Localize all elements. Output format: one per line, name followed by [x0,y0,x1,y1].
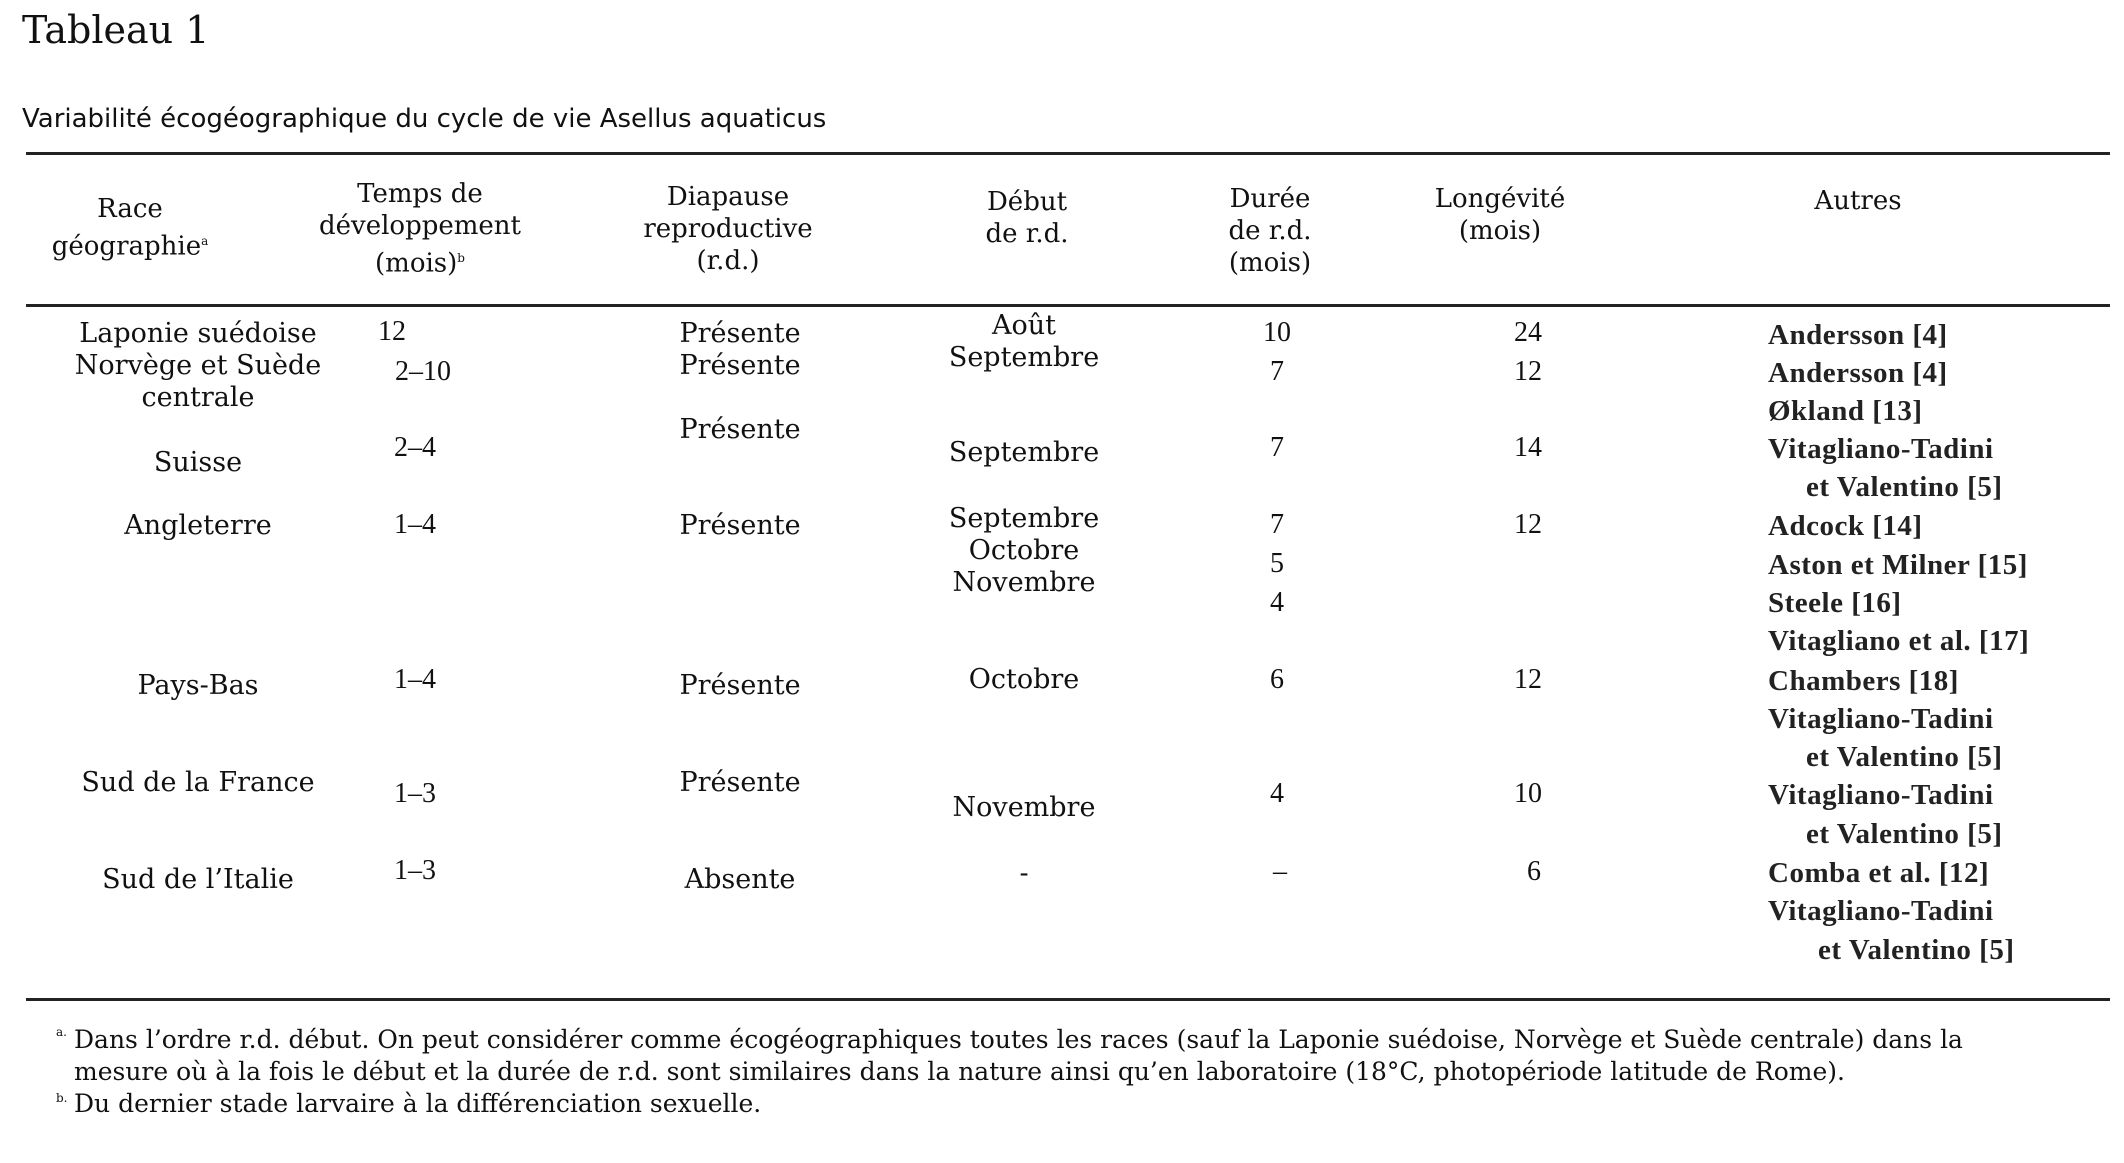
race-cell: Suisse [153,447,243,478]
duree-cell: – [1273,856,1287,887]
duree-cell: 7 [1270,509,1284,540]
header-longevite: Longévité (mois) [1434,184,1566,246]
duree-cell: 7 [1270,356,1284,387]
longevite-cell: 6 [1527,856,1541,887]
temps-cell: 12 [378,316,406,347]
debut-cell: Août [992,310,1056,341]
diapause-cell: Présente [679,414,801,445]
duree-cell: 6 [1270,664,1284,695]
reference: Vitagliano-Tadini [1768,895,1994,927]
header-temps: Temps de développement (mois)$^b$ [319,179,521,279]
debut-cell: Septembre Octobre Novembre [948,503,1100,598]
header-debut: Début de r.d. [985,187,1069,249]
table-caption: Variabilité écogéographique du cycle de vie Asellus aquaticus [22,104,827,134]
race-cell: Pays-Bas [137,670,259,701]
debut-cell: Septembre [948,342,1100,373]
table-number: Tableau 1 [22,8,210,52]
debut-cell: Septembre [948,437,1100,468]
diapause-cell: Présente [679,767,801,798]
reference: Vitagliano-Tadini [1768,433,1994,465]
debut-cell: Octobre [968,664,1080,695]
longevite-cell: 24 [1514,317,1542,348]
header-duree: Durée de r.d. (mois) [1228,184,1312,278]
reference: et Valentino [5] [1806,818,2003,850]
reference: Andersson [4] [1768,357,1948,389]
top-rule [26,152,2110,155]
reference: Steele [16] [1768,587,1902,619]
header-diapause: Diapause reproductive (r.d.) [643,182,813,276]
duree-cell: 10 [1263,317,1291,348]
reference: et Valentino [5] [1806,741,2003,773]
temps-cell: 1–4 [394,509,436,540]
reference: Comba et al. [12] [1768,857,1990,889]
reference: et Valentino [5] [1818,934,2015,966]
reference: Chambers [18] [1768,665,1959,697]
duree-cell: 7 [1270,432,1284,463]
diapause-cell: Présente [679,318,801,349]
race-cell: Sud de l’Italie [102,864,294,895]
reference: Vitagliano-Tadini [1768,779,1994,811]
diapause-cell: Présente [679,510,801,541]
bottom-rule [26,998,2110,1001]
footnote-b-mark: b. [56,1091,68,1105]
diapause-cell: Présente [679,670,801,701]
duree-cell: 5 [1270,548,1284,579]
race-cell: Sud de la France [81,767,315,798]
reference: Vitagliano-Tadini [1768,703,1994,735]
race-cell: Angleterre [124,510,272,541]
reference: Aston et Milner [15] [1768,549,2028,581]
race-cell: Laponie suédoise [79,318,317,349]
reference: et Valentino [5] [1806,471,2003,503]
race-cell: Norvège et Suède centrale [74,350,322,413]
longevite-cell: 12 [1514,664,1542,695]
duree-cell: 4 [1270,778,1284,809]
footnote-a-cont: mesure où à la fois le début et la durée de r.d. sont similaires dans la nature ainsi qu’en laboratoire (18°C, photopériode latitude de Rome). [74,1057,1845,1086]
longevite-cell: 10 [1514,778,1542,809]
reference: Økland [13] [1768,395,1923,427]
footnote-a-mark: a. [56,1025,67,1039]
temps-cell: 1–3 [394,778,436,809]
debut-cell: - [1019,858,1029,889]
header-autres: Autres [1814,186,1902,216]
longevite-cell: 12 [1514,509,1542,540]
footnote-a: Dans l’ordre r.d. début. On peut considérer comme écogéographiques toutes les races (sauf la Laponie suédoise, Norvège et Suède centrale) dans la [74,1025,1963,1054]
longevite-cell: 14 [1514,432,1542,463]
debut-cell: Novembre [952,792,1096,823]
diapause-cell: Absente [684,864,796,895]
header-race: Race géographie$^a$ [51,194,209,262]
temps-cell: 1–4 [394,664,436,695]
reference: Andersson [4] [1768,319,1948,351]
reference: Vitagliano et al. [17] [1768,625,2030,657]
temps-cell: 2–4 [394,432,436,463]
diapause-cell: Présente [679,350,801,381]
duree-cell: 4 [1270,587,1284,618]
reference: Adcock [14] [1768,510,1923,542]
longevite-cell: 12 [1514,356,1542,387]
footnote-b: Du dernier stade larvaire à la différenciation sexuelle. [74,1089,762,1118]
header-rule [26,304,2110,307]
temps-cell: 1–3 [394,855,436,886]
temps-cell: 2–10 [395,356,451,387]
